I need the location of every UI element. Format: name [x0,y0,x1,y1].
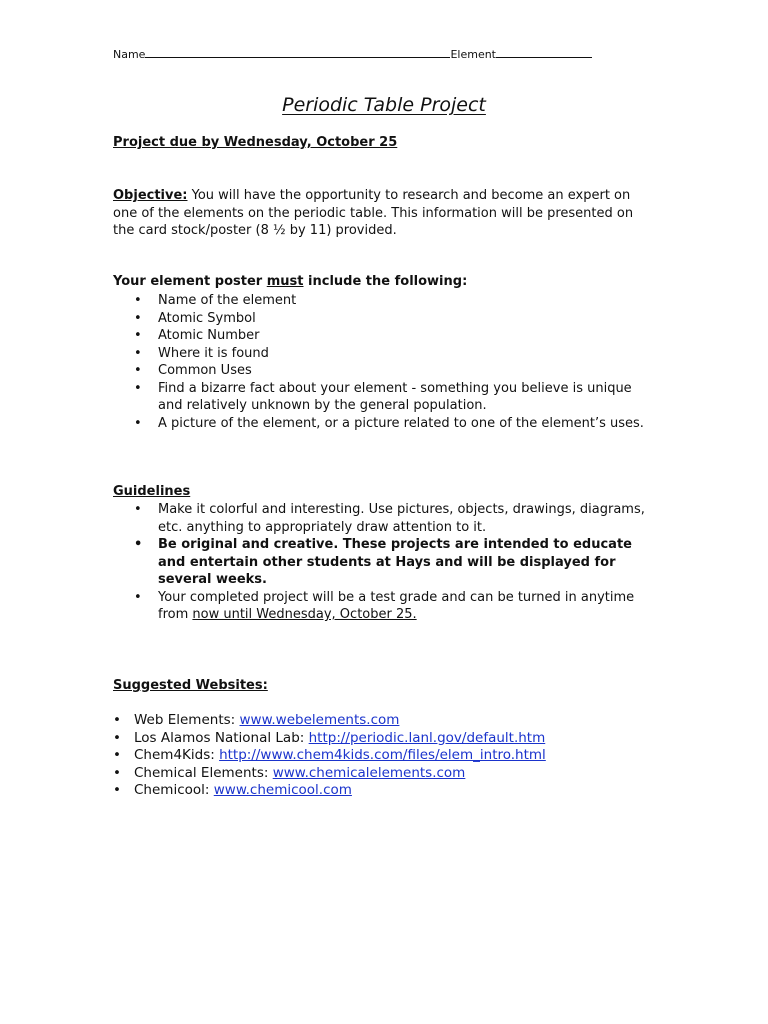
objective-paragraph [113,187,658,240]
must-heading-post: include the following: [303,274,468,289]
site-label: Chem4Kids: [134,747,220,763]
list-item-text: Find a bizarre fact about your element - something you believe is unique and relatively unknown by the general population. [158,380,632,413]
list-item [113,536,658,589]
deadline-underlined: now until Wednesday, October 25. [192,607,417,622]
guidelines-list [113,501,658,624]
bullet-icon: • [113,712,121,728]
bullet-icon: • [134,328,142,343]
list-item-text: Atomic Number [158,328,260,343]
name-label: Name [113,48,146,61]
bullet-icon: • [134,537,143,552]
bullet-icon: • [134,415,142,431]
list-item [113,589,658,624]
list-item [113,765,673,783]
site-label: Los Alamos National Lab: [134,729,309,746]
page-title: Periodic Table Project [282,94,486,116]
bullet-icon: • [134,310,142,326]
objective-text: You will have the opportunity to research and become an expert on one of the elements on the periodic table. This information will be presented on the card stock/poster (8 ½ by 11) provided. [113,188,634,238]
bullet-icon: • [134,589,142,605]
list-item-text: Common Uses [158,363,252,378]
must-heading-pre: Your element poster [113,274,267,289]
guidelines-heading: Guidelines [113,484,191,499]
objective-label: Objective: [113,188,188,203]
bullet-icon: • [113,747,121,763]
list-item-text: A picture of the element, or a picture related to one of the element’s uses. [158,415,644,431]
list-item [113,501,658,536]
list-item [113,362,653,380]
list-item-text: Be original and creative. These projects are intended to educate and entertain other students at Hays and will be displayed for several weeks. [158,537,632,587]
list-item [113,712,673,730]
site-link[interactable]: www.webelements.com [239,712,400,728]
list-item [113,380,653,415]
bullet-icon: • [134,345,142,361]
list-item-text: Where it is found [158,345,269,361]
bullet-icon: • [113,764,121,781]
must-heading-must: must [266,274,304,289]
list-item-text: Name of the element [158,293,297,308]
header-fields [113,46,592,61]
list-item-text: Atomic Symbol [158,310,256,326]
site-link[interactable]: www.chemicool.com [213,782,352,798]
must-include-heading [113,274,467,289]
list-item [113,345,653,363]
bullet-icon: • [113,782,121,798]
list-item [113,310,653,328]
site-link[interactable]: http://periodic.lanl.gov/default.htm [308,729,546,746]
websites-heading: Suggested Websites: [113,678,268,693]
list-item [113,730,673,748]
bullet-icon: • [134,293,142,308]
element-blank-line [496,46,592,58]
site-link[interactable]: http://www.chem4kids.com/files/elem_intro.html [219,747,546,763]
name-blank-line [145,46,450,58]
bullet-icon: • [134,380,142,396]
list-item [113,292,653,310]
must-include-list [113,292,653,432]
websites-list [113,712,673,800]
site-label: Chemicool: [134,782,214,798]
bullet-icon: • [113,729,121,746]
list-item [113,415,653,433]
list-item [113,782,673,800]
bullet-icon: • [134,502,142,517]
site-label: Chemical Elements: [134,764,273,781]
element-label: Element [450,48,496,61]
bullet-icon: • [134,363,142,378]
site-label: Web Elements: [134,712,240,728]
list-item-text: Your completed project will be a test grade and can be turned in anytime from [158,589,635,622]
list-item-text: Make it colorful and interesting. Use pictures, objects, drawings, diagrams, etc. anything to appropriately draw attention to it. [158,502,645,535]
list-item [113,747,673,765]
list-item [113,327,653,345]
due-date: Project due by Wednesday, October 25 [113,135,398,150]
site-link[interactable]: www.chemicalelements.com [272,764,466,781]
